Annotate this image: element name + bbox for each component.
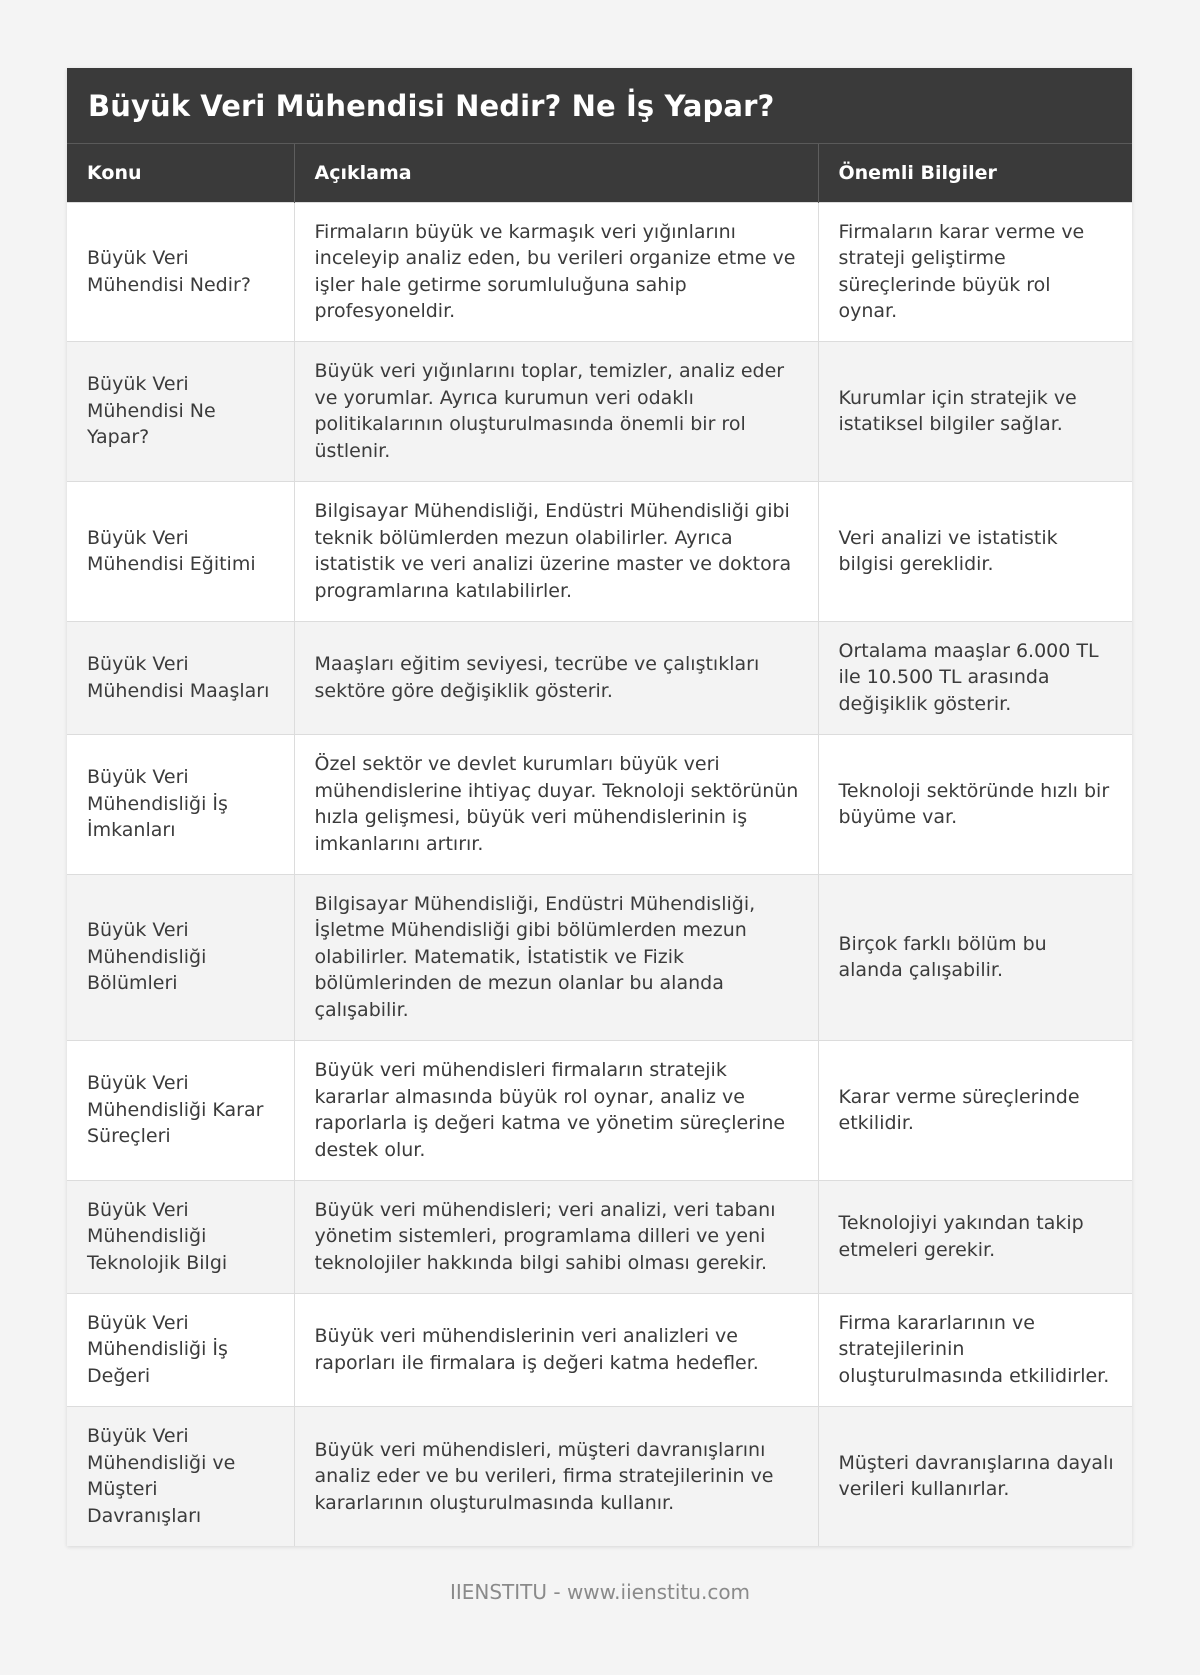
cell-konu: Büyük Veri Mühendisliği Bölümleri <box>67 874 294 1040</box>
cell-aciklama: Bilgisayar Mühendisliği, Endüstri Mühendisliği, İşletme Mühendisliği gibi bölümlerden mezun olabilirler. Matematik, İstatistik ve Fizik bölümlerinden de mezun olanlar bu alanda çalışabilir. <box>294 874 818 1040</box>
cell-aciklama: Büyük veri mühendisleri firmaların stratejik kararlar almasında büyük rol oynar, analiz ve raporlarla iş değeri katma ve yönetim süreçlerine destek olur. <box>294 1040 818 1180</box>
cell-konu: Büyük Veri Mühendisi Nedir? <box>67 202 294 341</box>
cell-konu: Büyük Veri Mühendisliği İş Değeri <box>67 1293 294 1406</box>
table-header <box>67 144 1132 202</box>
column-header-onemli-bilgiler: Önemli Bilgiler <box>818 144 1132 202</box>
cell-onemli-bilgiler: Teknoloji sektöründe hızlı bir büyüme var. <box>818 734 1132 874</box>
cell-onemli-bilgiler: Firma kararlarının ve stratejilerinin oluşturulmasında etkilidirler. <box>818 1293 1132 1406</box>
cell-onemli-bilgiler: Ortalama maaşlar 6.000 TL ile 10.500 TL arasında değişiklik gösterir. <box>818 621 1132 734</box>
cell-aciklama: Özel sektör ve devlet kurumları büyük veri mühendislerine ihtiyaç duyar. Teknoloji sektörünün hızla gelişmesi, büyük veri mühendislerinin iş imkanlarını artırır. <box>294 734 818 874</box>
cell-konu: Büyük Veri Mühendisi Eğitimi <box>67 481 294 621</box>
header-row <box>67 144 1132 202</box>
cell-konu: Büyük Veri Mühendisliği ve Müşteri Davranışları <box>67 1406 294 1546</box>
cell-onemli-bilgiler: Karar verme süreçlerinde etkilidir. <box>818 1040 1132 1180</box>
table-card <box>67 68 1132 1546</box>
table-row <box>67 1040 1132 1180</box>
table-row <box>67 1406 1132 1546</box>
column-header-konu: Konu <box>67 144 294 202</box>
cell-onemli-bilgiler: Kurumlar için stratejik ve istatiksel bilgiler sağlar. <box>818 341 1132 481</box>
cell-aciklama: Büyük veri yığınlarını toplar, temizler, analiz eder ve yorumlar. Ayrıca kurumun veri odaklı politikalarının oluşturulmasında önemli bir rol üstlenir. <box>294 341 818 481</box>
page-title: Büyük Veri Mühendisi Nedir? Ne İş Yapar? <box>88 88 775 123</box>
table-row <box>67 874 1132 1040</box>
cell-onemli-bilgiler: Birçok farklı bölüm bu alanda çalışabilir. <box>818 874 1132 1040</box>
cell-onemli-bilgiler: Teknolojiyi yakından takip etmeleri gerekir. <box>818 1180 1132 1293</box>
cell-aciklama: Maaşları eğitim seviyesi, tecrübe ve çalıştıkları sektöre göre değişiklik gösterir. <box>294 621 818 734</box>
table-row <box>67 341 1132 481</box>
table-body <box>67 202 1132 1546</box>
footer-credit: IIENSTITU - www.iienstitu.com <box>449 1580 751 1604</box>
table-row <box>67 734 1132 874</box>
cell-aciklama: Bilgisayar Mühendisliği, Endüstri Mühendisliği gibi teknik bölümlerden mezun olabilirler. Ayrıca istatistik ve veri analizi üzerine master ve doktora programlarına katılabilirler. <box>294 481 818 621</box>
cell-konu: Büyük Veri Mühendisi Ne Yapar? <box>67 341 294 481</box>
table-row <box>67 621 1132 734</box>
cell-aciklama: Büyük veri mühendisleri, müşteri davranışlarını analiz eder ve bu verileri, firma stratejilerinin ve kararlarının oluşturulmasında kullanır. <box>294 1406 818 1546</box>
cell-konu: Büyük Veri Mühendisi Maaşları <box>67 621 294 734</box>
table-row <box>67 481 1132 621</box>
cell-konu: Büyük Veri Mühendisliği Teknolojik Bilgi <box>67 1180 294 1293</box>
table-row <box>67 1180 1132 1293</box>
cell-aciklama: Büyük veri mühendislerinin veri analizleri ve raporları ile firmalara iş değeri katma hedefler. <box>294 1293 818 1406</box>
table-row <box>67 202 1132 341</box>
cell-konu: Büyük Veri Mühendisliği Karar Süreçleri <box>67 1040 294 1180</box>
cell-onemli-bilgiler: Veri analizi ve istatistik bilgisi gereklidir. <box>818 481 1132 621</box>
title-bar <box>67 68 1132 144</box>
cell-aciklama: Firmaların büyük ve karmaşık veri yığınlarını inceleyip analiz eden, bu verileri organize etme ve işler hale getirme sorumluluğuna sahip profesyoneldir. <box>294 202 818 341</box>
table-row <box>67 1293 1132 1406</box>
cell-aciklama: Büyük veri mühendisleri; veri analizi, veri tabanı yönetim sistemleri, programlama dilleri ve yeni teknolojiler hakkında bilgi sahibi olması gerekir. <box>294 1180 818 1293</box>
cell-onemli-bilgiler: Müşteri davranışlarına dayalı verileri kullanırlar. <box>818 1406 1132 1546</box>
cell-onemli-bilgiler: Firmaların karar verme ve strateji geliştirme süreçlerinde büyük rol oynar. <box>818 202 1132 341</box>
cell-konu: Büyük Veri Mühendisliği İş İmkanları <box>67 734 294 874</box>
data-table <box>67 144 1132 1546</box>
column-header-aciklama: Açıklama <box>294 144 818 202</box>
